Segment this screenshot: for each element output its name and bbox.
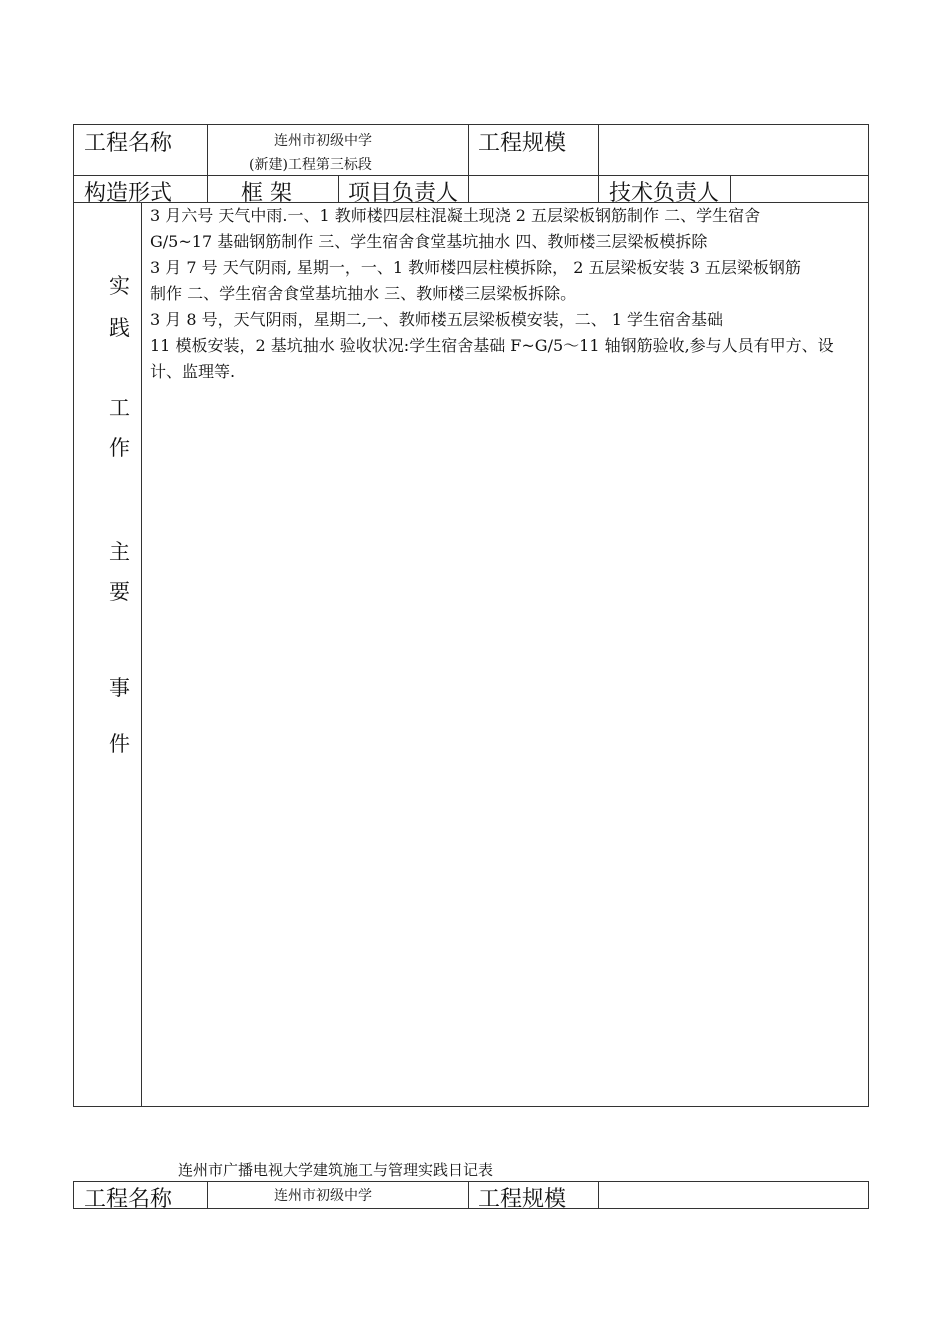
project-manager-label: 项目负责人 [348,181,459,206]
side-label-char: 践 [109,316,130,340]
side-label-char: 件 [109,732,130,756]
table-col-divider [598,1181,599,1209]
diary-line: 3 月六号 天气中雨.一、1 教师楼四层柱混凝土现浇 2 五层梁板钢筋制作 二、学生宿舍 [150,206,761,225]
structure-type-value: 框 架 [241,181,292,206]
side-label-char: 主 [109,540,130,564]
table-col-divider [141,202,142,1107]
diary-line: 3 月 8 号，天气阴雨，星期二,一、教师楼五层梁板模安装，二、 1 学生宿舍基础 [150,310,724,329]
project-name-label: 工程名称 [84,1187,173,1212]
table-col-divider [207,1181,208,1209]
diary-line: 11 模板安装，2 基坑抽水 验收状况:学生宿舍基础 F~G/5～11 轴钢筋验收,参与人员有甲方、设 [150,336,834,355]
structure-type-label: 构造形式 [84,181,173,206]
table-border-left [73,1181,74,1209]
project-scale-label: 工程规模 [478,1187,567,1212]
table-border-right [868,1181,869,1209]
table-col-divider [207,124,208,203]
table-border-bottom [73,1106,869,1107]
table-border-left [73,124,74,1107]
project-name-value-line2: (新建)工程第三标段 [249,157,372,173]
diary-line: 制作 二、学生宿舍食堂基坑抽水 三、教师楼三层梁板拆除。 [150,284,577,303]
project-name-value: 连州市初级中学 [274,1188,372,1204]
side-label-char: 实 [109,274,130,298]
diary-line: 计、监理等. [150,362,236,381]
side-label-char: 要 [109,580,130,604]
project-name-value-line1: 连州市初级中学 [274,133,372,149]
table-border-bottom [73,1208,869,1209]
project-scale-label: 工程规模 [478,131,567,156]
table-col-divider [730,175,731,203]
table-border-top [73,1181,869,1182]
table-col-divider [338,175,339,203]
side-label-char: 作 [109,436,130,460]
side-label-char: 事 [109,676,130,700]
diary-content [150,203,950,385]
table-border-top [73,124,869,125]
diary-line: 3 月 7 号 天气阴雨, 星期一，一、1 教师楼四层柱模拆除， 2 五层梁板安装 3 五层梁板钢筋 [150,258,801,277]
form-title: 连州市广播电视大学建筑施工与管理实践日记表 [178,1161,494,1179]
table-row-divider [73,175,869,176]
side-label-char: 工 [109,396,130,420]
project-name-label: 工程名称 [84,131,173,156]
diary-line: G/5~17 基础钢筋制作 三、学生宿舍食堂基坑抽水 四、教师楼三层梁板模拆除 [150,232,708,251]
technical-lead-label: 技术负责人 [609,181,720,206]
table-col-divider [468,1181,469,1209]
table-col-divider [468,124,469,203]
table-col-divider [598,124,599,203]
